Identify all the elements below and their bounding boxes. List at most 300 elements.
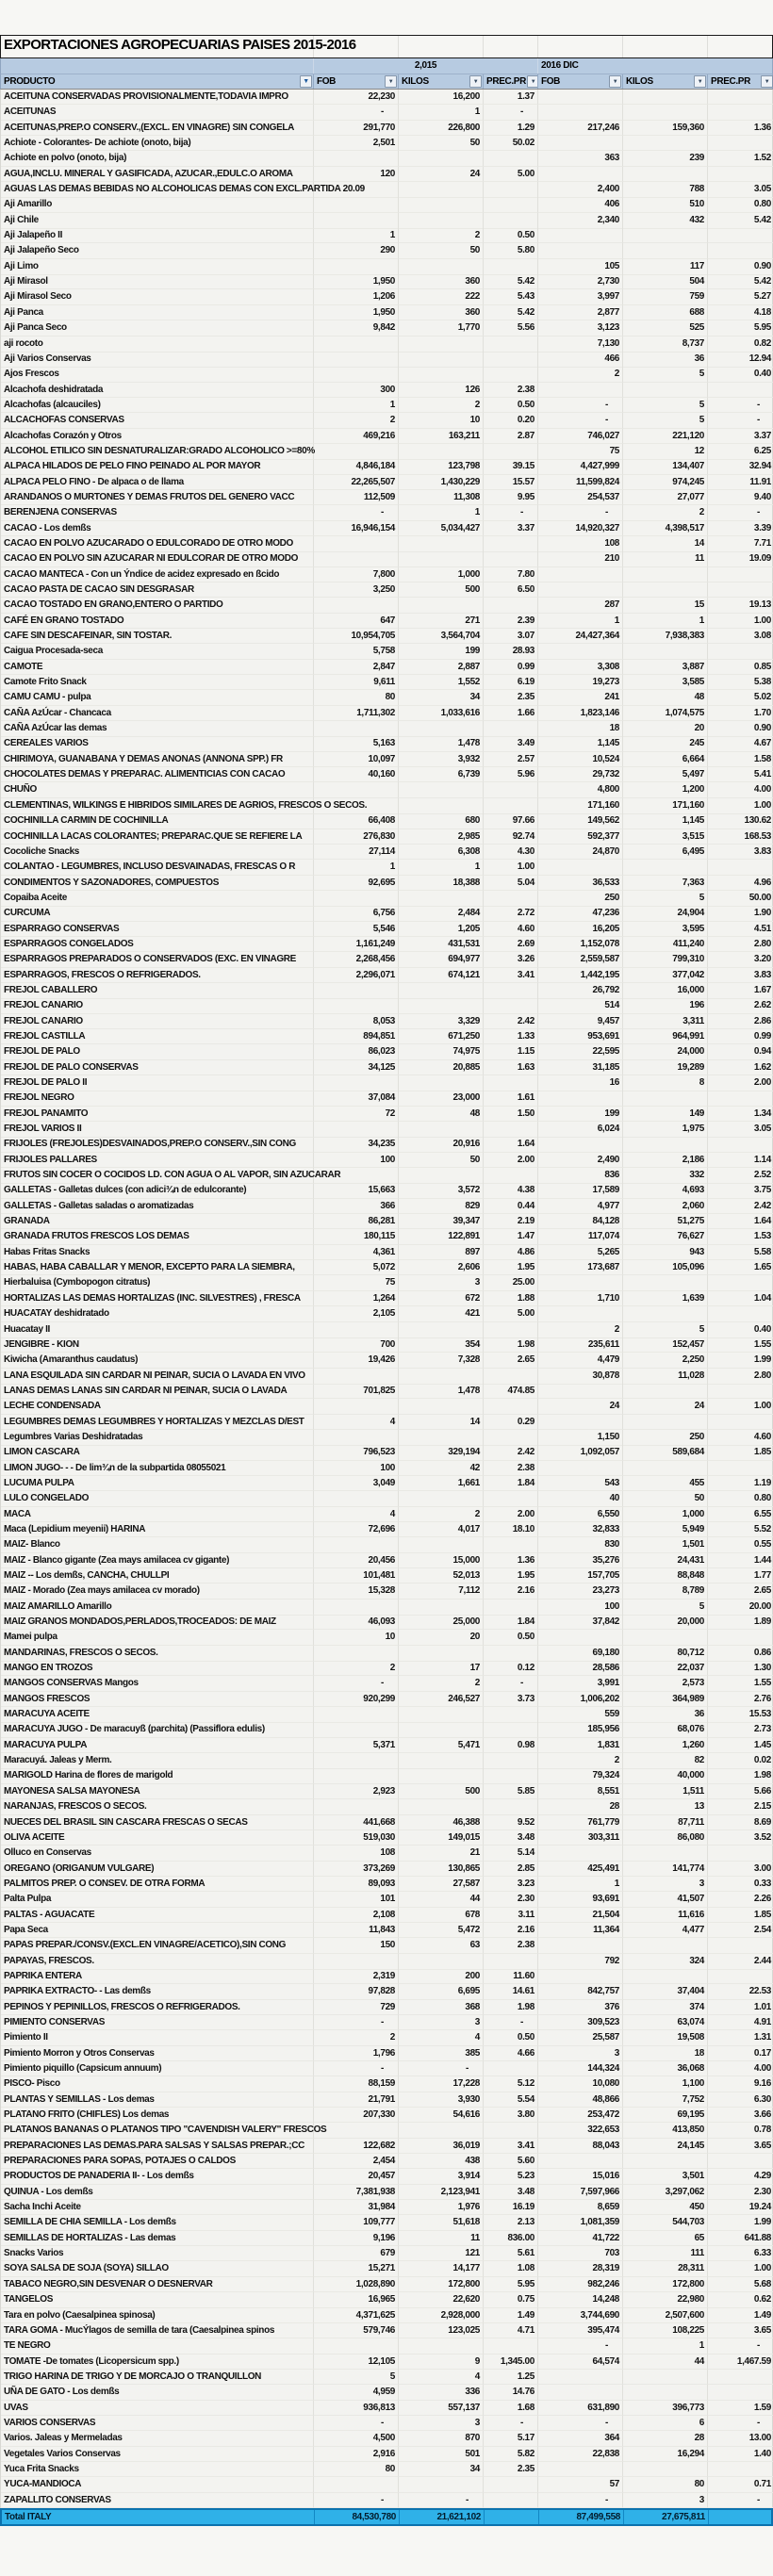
- fob-2015-cell[interactable]: [314, 536, 399, 552]
- kilos-2015-cell[interactable]: 870: [399, 2431, 484, 2446]
- kilos-2015-cell[interactable]: [399, 1430, 484, 1446]
- fob-2016-cell[interactable]: 2,400: [538, 182, 623, 198]
- prec-2015-cell[interactable]: 9.95: [484, 490, 538, 505]
- kilos-2016-cell[interactable]: 374: [623, 2000, 708, 2015]
- fob-2016-cell[interactable]: 592,377: [538, 829, 623, 845]
- prec-2016-cell[interactable]: 1.19: [708, 1476, 773, 1491]
- prec-2015-cell[interactable]: 1.47: [484, 1229, 538, 1244]
- fob-2016-cell[interactable]: 235,611: [538, 1337, 623, 1353]
- product-cell[interactable]: PRODUCTOS DE PANADERIA II- - Los demßs: [1, 2169, 314, 2184]
- prec-2015-cell[interactable]: [484, 551, 538, 567]
- product-cell[interactable]: PREPARACIONES PARA SOPAS, POTAJES O CALDOS: [1, 2154, 314, 2169]
- product-cell[interactable]: MANGOS FRESCOS: [1, 1692, 314, 1707]
- fob-2015-cell[interactable]: 80: [314, 690, 399, 705]
- product-cell[interactable]: Aji Mirasol: [1, 274, 314, 289]
- kilos-2016-cell[interactable]: [623, 644, 708, 659]
- kilos-2015-cell[interactable]: 18,388: [399, 876, 484, 891]
- fob-2015-cell[interactable]: [314, 1122, 399, 1138]
- kilos-2016-cell[interactable]: 799,310: [623, 952, 708, 967]
- fob-2016-cell[interactable]: [538, 1306, 623, 1321]
- fob-2015-cell[interactable]: 46,093: [314, 1615, 399, 1630]
- fob-2016-cell[interactable]: 84,128: [538, 1214, 623, 1229]
- fob-2015-cell[interactable]: [314, 1753, 399, 1769]
- prec-2015-cell[interactable]: 2.38: [484, 1461, 538, 1476]
- kilos-2015-cell[interactable]: 3,572: [399, 1183, 484, 1198]
- fob-2015-cell[interactable]: 2,847: [314, 660, 399, 675]
- product-cell[interactable]: LIMON JUGO- - - De lim¾n de la subpartida 08055021: [1, 1461, 314, 1476]
- kilos-2016-cell[interactable]: 4,477: [623, 1923, 708, 1938]
- fob-2016-cell[interactable]: 117,074: [538, 1229, 623, 1244]
- product-cell[interactable]: PREPARACIONES LAS DEMAS.PARA SALSAS Y SALSAS PREPAR.;CC: [1, 2139, 314, 2154]
- kilos-2016-cell[interactable]: 3,595: [623, 922, 708, 937]
- product-cell[interactable]: Pimiento II: [1, 2030, 314, 2045]
- prec-2015-cell[interactable]: [484, 259, 538, 275]
- kilos-2016-cell[interactable]: 5: [623, 398, 708, 413]
- prec-2015-cell[interactable]: 16.19: [484, 2200, 538, 2215]
- prec-2015-cell[interactable]: 2.72: [484, 906, 538, 921]
- prec-2015-cell[interactable]: 0.50: [484, 1630, 538, 1645]
- product-cell[interactable]: MARACUYA ACEITE: [1, 1707, 314, 1723]
- prec-2015-cell[interactable]: -: [484, 2416, 538, 2431]
- kilos-2016-cell[interactable]: [623, 243, 708, 258]
- fob-2016-cell[interactable]: 24,427,364: [538, 629, 623, 644]
- fob-2015-cell[interactable]: 366: [314, 1199, 399, 1214]
- prec-2016-cell[interactable]: 5.58: [708, 1245, 773, 1260]
- prec-2016-cell[interactable]: 1.00: [708, 798, 773, 814]
- prec-2016-cell[interactable]: 4.96: [708, 876, 773, 891]
- fob-2016-cell[interactable]: 28,319: [538, 2261, 623, 2276]
- fob-2016-cell[interactable]: 254,537: [538, 490, 623, 505]
- prec-2015-cell[interactable]: 836.00: [484, 2231, 538, 2246]
- product-cell[interactable]: aji rocoto: [1, 336, 314, 353]
- fob-2016-cell[interactable]: 11,599,824: [538, 475, 623, 490]
- product-cell[interactable]: Tara en polvo (Caesalpinea spinosa): [1, 2308, 314, 2323]
- kilos-2016-cell[interactable]: 16,294: [623, 2447, 708, 2462]
- fob-2015-cell[interactable]: 700: [314, 1337, 399, 1353]
- prec-2016-cell[interactable]: 1.89: [708, 1615, 773, 1630]
- prec-2016-cell[interactable]: 0.99: [708, 1029, 773, 1044]
- kilos-2016-cell[interactable]: 6,495: [623, 845, 708, 860]
- kilos-2015-cell[interactable]: 7,112: [399, 1583, 484, 1599]
- product-cell[interactable]: COCHINILLA LACAS COLORANTES; PREPARAC.QUE SE REFIERE LA: [1, 829, 314, 845]
- prec-2016-cell[interactable]: [708, 1091, 773, 1106]
- prec-2015-cell[interactable]: [484, 1768, 538, 1784]
- prec-2015-cell[interactable]: 1.68: [484, 2401, 538, 2416]
- product-cell[interactable]: Alcachofas (alcauciles): [1, 398, 314, 413]
- fob-2016-cell[interactable]: 406: [538, 197, 623, 213]
- fob-2016-cell[interactable]: [538, 90, 623, 105]
- fob-2016-cell[interactable]: [538, 582, 623, 598]
- product-cell[interactable]: UVAS: [1, 2401, 314, 2416]
- product-cell[interactable]: FRIJOLES PALLARES: [1, 1153, 314, 1168]
- product-cell[interactable]: ALPACA PELO FINO - De alpaca o de llama: [1, 475, 314, 490]
- fob-2016-cell[interactable]: [538, 2370, 623, 2385]
- kilos-2016-cell[interactable]: [623, 228, 708, 243]
- fob-2016-cell[interactable]: -: [538, 2338, 623, 2354]
- kilos-2016-cell[interactable]: 44: [623, 2354, 708, 2370]
- fob-2015-cell[interactable]: [314, 444, 399, 460]
- fob-2016-cell[interactable]: 69,180: [538, 1646, 623, 1662]
- product-cell[interactable]: Aji Jalapeño II: [1, 228, 314, 243]
- product-cell[interactable]: Achiote - Colorantes- De achiote (onoto, bija): [1, 136, 314, 151]
- product-cell[interactable]: ESPARRAGOS, FRESCOS O REFRIGERADOS.: [1, 968, 314, 983]
- prec-2015-cell[interactable]: [484, 444, 538, 460]
- fob-2015-cell[interactable]: 16,946,154: [314, 521, 399, 536]
- prec-2015-cell[interactable]: [484, 1707, 538, 1723]
- prec-2016-cell[interactable]: 0.40: [708, 1322, 773, 1338]
- prec-2016-cell[interactable]: [708, 2370, 773, 2385]
- kilos-2016-cell[interactable]: 759: [623, 289, 708, 304]
- product-cell[interactable]: CLEMENTINAS, WILKINGS E HIBRIDOS SIMILARES DE AGRIOS, FRESCOS O SECOS.: [1, 798, 314, 814]
- prec-2015-cell[interactable]: 2.85: [484, 1862, 538, 1877]
- prec-2016-cell[interactable]: -: [708, 2416, 773, 2431]
- filter-icon[interactable]: ▼: [609, 75, 621, 88]
- product-cell[interactable]: TE NEGRO: [1, 2338, 314, 2354]
- kilos-2016-cell[interactable]: 149: [623, 1107, 708, 1122]
- product-cell[interactable]: FRIJOLES (FREJOLES)DESVAINADOS,PREP.O CONSERV.,SIN CONG: [1, 1137, 314, 1152]
- fob-2016-cell[interactable]: [538, 105, 623, 120]
- product-cell[interactable]: MANGO EN TROZOS: [1, 1661, 314, 1676]
- fob-2015-cell[interactable]: [314, 1600, 399, 1616]
- fob-2015-cell[interactable]: 2: [314, 1661, 399, 1676]
- prec-2016-cell[interactable]: 7.71: [708, 536, 773, 552]
- prec-2016-cell[interactable]: 2.26: [708, 1892, 773, 1907]
- product-cell[interactable]: BERENJENA CONSERVAS: [1, 505, 314, 520]
- prec-2015-cell[interactable]: 5.04: [484, 876, 538, 891]
- fob-2016-cell[interactable]: 1,092,057: [538, 1445, 623, 1460]
- kilos-2016-cell[interactable]: 8: [623, 1075, 708, 1091]
- prec-2015-cell[interactable]: 0.12: [484, 1661, 538, 1676]
- product-cell[interactable]: LANA ESQUILADA SIN CARDAR NI PEINAR, SUCIA O LAVADA EN VIVO: [1, 1369, 314, 1385]
- kilos-2016-cell[interactable]: 36: [623, 352, 708, 368]
- prec-2016-cell[interactable]: 2.86: [708, 1014, 773, 1029]
- fob-2016-cell[interactable]: 31,185: [538, 1060, 623, 1075]
- product-cell[interactable]: PEPINOS Y PEPINILLOS, FRESCOS O REFRIGERADOS.: [1, 2000, 314, 2015]
- product-cell[interactable]: PAPAYAS, FRESCOS.: [1, 1954, 314, 1970]
- fob-2016-cell[interactable]: 363: [538, 151, 623, 167]
- fob-2015-cell[interactable]: -: [314, 2416, 399, 2431]
- prec-2016-cell[interactable]: 4.18: [708, 305, 773, 320]
- prec-2015-cell[interactable]: [484, 352, 538, 368]
- kilos-2016-cell[interactable]: 1,639: [623, 1291, 708, 1306]
- kilos-2016-cell[interactable]: 5: [623, 367, 708, 383]
- fob-2015-cell[interactable]: 5: [314, 2370, 399, 2385]
- prec-2015-cell[interactable]: 5.23: [484, 2169, 538, 2184]
- fob-2016-cell[interactable]: 14,248: [538, 2292, 623, 2307]
- prec-2016-cell[interactable]: 2.76: [708, 1692, 773, 1707]
- prec-2015-cell[interactable]: 1.88: [484, 1291, 538, 1306]
- fob-2016-cell[interactable]: 287: [538, 598, 623, 614]
- product-cell[interactable]: Papa Seca: [1, 1923, 314, 1938]
- product-cell[interactable]: ALCOHOL ETILICO SIN DESNATURALIZAR:GRADO ALCOHOLICO >=80%: [1, 444, 314, 460]
- kilos-2016-cell[interactable]: [623, 105, 708, 120]
- fob-2016-cell[interactable]: 108: [538, 536, 623, 552]
- product-cell[interactable]: Aji Panca: [1, 305, 314, 320]
- kilos-2016-cell[interactable]: 36: [623, 1707, 708, 1723]
- product-cell[interactable]: Caigua Procesada-seca: [1, 644, 314, 659]
- prec-2015-cell[interactable]: 11.60: [484, 1969, 538, 1984]
- product-cell[interactable]: MAYONESA SALSA MAYONESA: [1, 1784, 314, 1799]
- kilos-2015-cell[interactable]: 22,620: [399, 2292, 484, 2307]
- product-cell[interactable]: CEREALES VARIOS: [1, 736, 314, 751]
- kilos-2016-cell[interactable]: 80,712: [623, 1646, 708, 1662]
- fob-2015-cell[interactable]: 1,711,302: [314, 706, 399, 721]
- prec-2015-cell[interactable]: 2.30: [484, 1892, 538, 1907]
- prec-2015-cell[interactable]: [484, 1799, 538, 1815]
- kilos-2016-cell[interactable]: [623, 1969, 708, 1984]
- kilos-2015-cell[interactable]: 36,019: [399, 2139, 484, 2154]
- kilos-2015-cell[interactable]: [399, 1954, 484, 1970]
- prec-2016-cell[interactable]: 0.85: [708, 660, 773, 675]
- fob-2016-cell[interactable]: 7,597,966: [538, 2185, 623, 2200]
- kilos-2016-cell[interactable]: 117: [623, 259, 708, 275]
- kilos-2015-cell[interactable]: 54,616: [399, 2108, 484, 2123]
- product-cell[interactable]: TANGELOS: [1, 2292, 314, 2307]
- prec-2015-cell[interactable]: 2.35: [484, 690, 538, 705]
- product-cell[interactable]: MAIZ -- Los demßs, CANCHA, CHULLPI: [1, 1568, 314, 1583]
- fob-2015-cell[interactable]: 75: [314, 1275, 399, 1290]
- product-cell[interactable]: Camote Frito Snack: [1, 675, 314, 690]
- fob-2016-cell[interactable]: 79,324: [538, 1768, 623, 1784]
- fob-2016-cell[interactable]: 22,838: [538, 2447, 623, 2462]
- fob-2015-cell[interactable]: 276,830: [314, 829, 399, 845]
- kilos-2016-cell[interactable]: 88,848: [623, 1568, 708, 1583]
- prec-2015-cell[interactable]: 5.60: [484, 2154, 538, 2169]
- fob-2016-cell[interactable]: 75: [538, 444, 623, 460]
- kilos-2016-cell[interactable]: 1,511: [623, 1784, 708, 1799]
- kilos-2015-cell[interactable]: 123,798: [399, 459, 484, 474]
- fob-2016-cell[interactable]: 5,265: [538, 1245, 623, 1260]
- fob-2015-cell[interactable]: 1,028,890: [314, 2277, 399, 2292]
- fob-2015-cell[interactable]: -: [314, 1676, 399, 1691]
- fob-2016-cell[interactable]: -: [538, 413, 623, 428]
- prec-2016-cell[interactable]: 4.60: [708, 1430, 773, 1446]
- fob-2015-cell[interactable]: 7,381,938: [314, 2185, 399, 2200]
- fob-2015-cell[interactable]: 729: [314, 2000, 399, 2015]
- fob-2015-cell[interactable]: [314, 2123, 399, 2139]
- kilos-2015-cell[interactable]: 23,000: [399, 1091, 484, 1106]
- kilos-2015-cell[interactable]: [399, 1168, 484, 1184]
- kilos-2015-cell[interactable]: 2: [399, 228, 484, 243]
- fob-2016-cell[interactable]: 35,276: [538, 1553, 623, 1568]
- fob-2016-cell[interactable]: 3,991: [538, 1676, 623, 1691]
- product-cell[interactable]: PLANTAS Y SEMILLAS - Los demas: [1, 2092, 314, 2108]
- kilos-2016-cell[interactable]: 22,037: [623, 1661, 708, 1676]
- prec-2016-cell[interactable]: 2.15: [708, 1799, 773, 1815]
- prec-2015-cell[interactable]: 2.00: [484, 1153, 538, 1168]
- kilos-2015-cell[interactable]: 2,928,000: [399, 2308, 484, 2323]
- prec-2016-cell[interactable]: [708, 582, 773, 598]
- kilos-2015-cell[interactable]: 500: [399, 582, 484, 598]
- prec-2016-cell[interactable]: [708, 1137, 773, 1152]
- prec-2015-cell[interactable]: 0.99: [484, 660, 538, 675]
- fob-2015-cell[interactable]: [314, 1954, 399, 1970]
- kilos-2015-cell[interactable]: 52,013: [399, 1568, 484, 1583]
- fob-2015-cell[interactable]: [314, 1369, 399, 1385]
- kilos-2015-cell[interactable]: 50: [399, 243, 484, 258]
- fob-2015-cell[interactable]: [314, 1646, 399, 1662]
- fob-2015-cell[interactable]: 8,053: [314, 1014, 399, 1029]
- fob-2015-cell[interactable]: 1,796: [314, 2046, 399, 2061]
- fob-2016-cell[interactable]: 15,016: [538, 2169, 623, 2184]
- kilos-2015-cell[interactable]: 226,800: [399, 121, 484, 136]
- fob-2015-cell[interactable]: 4: [314, 1507, 399, 1522]
- fob-2016-cell[interactable]: 2: [538, 1753, 623, 1769]
- prec-2016-cell[interactable]: 1.55: [708, 1337, 773, 1353]
- kilos-2016-cell[interactable]: 11,028: [623, 1369, 708, 1385]
- fob-2016-cell[interactable]: 3,123: [538, 320, 623, 336]
- prec-2015-cell[interactable]: 6.50: [484, 582, 538, 598]
- fob-2015-cell[interactable]: [314, 1430, 399, 1446]
- kilos-2016-cell[interactable]: 5: [623, 891, 708, 907]
- kilos-2016-cell[interactable]: 411,240: [623, 937, 708, 952]
- product-cell[interactable]: MAIZ AMARILLO Amarillo: [1, 1600, 314, 1616]
- fob-2016-cell[interactable]: 3,997: [538, 289, 623, 304]
- fob-2015-cell[interactable]: 291,770: [314, 121, 399, 136]
- prec-2015-cell[interactable]: 5.14: [484, 1846, 538, 1861]
- fob-2016-cell[interactable]: [538, 1091, 623, 1106]
- prec-2015-cell[interactable]: 0.29: [484, 1415, 538, 1430]
- fob-2015-cell[interactable]: 4,959: [314, 2385, 399, 2400]
- prec-2015-cell[interactable]: [484, 1168, 538, 1184]
- kilos-2015-cell[interactable]: 50: [399, 1153, 484, 1168]
- prec-2016-cell[interactable]: 3.65: [708, 2139, 773, 2154]
- kilos-2016-cell[interactable]: 196: [623, 998, 708, 1014]
- prec-2016-cell[interactable]: 0.80: [708, 1491, 773, 1507]
- product-cell[interactable]: CHIRIMOYA, GUANABANA Y DEMAS ANONAS (ANNONA SPP.) FR: [1, 752, 314, 767]
- fob-2016-cell[interactable]: 746,027: [538, 429, 623, 444]
- fob-2016-cell[interactable]: 10,080: [538, 2076, 623, 2092]
- kilos-2015-cell[interactable]: 3: [399, 2015, 484, 2030]
- prec-2015-cell[interactable]: 474.85: [484, 1384, 538, 1399]
- prec-2015-cell[interactable]: [484, 1491, 538, 1507]
- prec-2016-cell[interactable]: 0.55: [708, 1537, 773, 1553]
- fob-2016-cell[interactable]: 425,491: [538, 1862, 623, 1877]
- fob-2015-cell[interactable]: 519,030: [314, 1830, 399, 1846]
- prec-2015-cell[interactable]: [484, 1954, 538, 1970]
- prec-2015-cell[interactable]: 3.11: [484, 1908, 538, 1923]
- prec-2016-cell[interactable]: 3.75: [708, 1183, 773, 1198]
- prec-2015-cell[interactable]: 2.19: [484, 1214, 538, 1229]
- prec-2016-cell[interactable]: 3.52: [708, 1830, 773, 1846]
- fob-2015-cell[interactable]: -: [314, 105, 399, 120]
- fob-2016-cell[interactable]: [538, 1275, 623, 1290]
- fob-2016-cell[interactable]: 28,586: [538, 1661, 623, 1676]
- prec-2015-cell[interactable]: [484, 721, 538, 737]
- product-cell[interactable]: Huacatay II: [1, 1322, 314, 1338]
- product-cell[interactable]: CHOCOLATES DEMAS Y PREPARAC. ALIMENTICIAS CON CACAO: [1, 767, 314, 782]
- kilos-2016-cell[interactable]: [623, 1846, 708, 1861]
- prec-2016-cell[interactable]: 0.90: [708, 721, 773, 737]
- kilos-2015-cell[interactable]: 336: [399, 2385, 484, 2400]
- prec-2016-cell[interactable]: 8.69: [708, 1815, 773, 1830]
- kilos-2015-cell[interactable]: 672: [399, 1291, 484, 1306]
- prec-2015-cell[interactable]: [484, 1537, 538, 1553]
- fob-2016-cell[interactable]: 953,691: [538, 1029, 623, 1044]
- kilos-2016-cell[interactable]: 159,360: [623, 121, 708, 136]
- fob-2015-cell[interactable]: 86,281: [314, 1214, 399, 1229]
- fob-2015-cell[interactable]: 20,456: [314, 1553, 399, 1568]
- prec-2015-cell[interactable]: 3.41: [484, 968, 538, 983]
- fob-2015-cell[interactable]: [314, 1075, 399, 1091]
- kilos-2015-cell[interactable]: 14,177: [399, 2261, 484, 2276]
- prec-2016-cell[interactable]: 1.77: [708, 1568, 773, 1583]
- kilos-2016-cell[interactable]: 510: [623, 197, 708, 213]
- fob-2016-cell[interactable]: 105: [538, 259, 623, 275]
- prec-2016-cell[interactable]: 1.45: [708, 1738, 773, 1753]
- kilos-2016-cell[interactable]: [623, 1306, 708, 1321]
- kilos-2015-cell[interactable]: -: [399, 2061, 484, 2076]
- fob-2016-cell[interactable]: 1,710: [538, 1291, 623, 1306]
- prec-2016-cell[interactable]: 19.13: [708, 598, 773, 614]
- prec-2016-cell[interactable]: [708, 1630, 773, 1645]
- fob-2016-cell[interactable]: 1,152,078: [538, 937, 623, 952]
- fob-2015-cell[interactable]: [314, 367, 399, 383]
- kilos-2016-cell[interactable]: 51,275: [623, 1214, 708, 1229]
- prec-2015-cell[interactable]: [484, 598, 538, 614]
- fob-2016-cell[interactable]: 57: [538, 2477, 623, 2493]
- kilos-2015-cell[interactable]: [399, 197, 484, 213]
- kilos-2016-cell[interactable]: 377,042: [623, 968, 708, 983]
- fob-2015-cell[interactable]: 34,125: [314, 1060, 399, 1075]
- prec-2016-cell[interactable]: 1.55: [708, 1676, 773, 1691]
- prec-2015-cell[interactable]: [484, 2061, 538, 2076]
- kilos-2016-cell[interactable]: 788: [623, 182, 708, 198]
- kilos-2015-cell[interactable]: 3,329: [399, 1014, 484, 1029]
- fob-2016-cell[interactable]: 16,205: [538, 922, 623, 937]
- fob-2015-cell[interactable]: 2: [314, 413, 399, 428]
- kilos-2015-cell[interactable]: 6,308: [399, 845, 484, 860]
- fob-2015-cell[interactable]: 40,160: [314, 767, 399, 782]
- fob-2016-cell[interactable]: 7,130: [538, 336, 623, 353]
- prec-2015-cell[interactable]: 18.10: [484, 1522, 538, 1537]
- prec-2015-cell[interactable]: 5.54: [484, 2092, 538, 2108]
- kilos-2015-cell[interactable]: 1: [399, 505, 484, 520]
- kilos-2015-cell[interactable]: 20,916: [399, 1137, 484, 1152]
- prec-2015-cell[interactable]: 14.61: [484, 1984, 538, 1999]
- fob-2015-cell[interactable]: 101: [314, 1892, 399, 1907]
- prec-2016-cell[interactable]: 4.00: [708, 2061, 773, 2076]
- fob-2016-cell[interactable]: -: [538, 398, 623, 413]
- prec-2015-cell[interactable]: [484, 1369, 538, 1385]
- kilos-2015-cell[interactable]: [399, 1075, 484, 1091]
- kilos-2015-cell[interactable]: [399, 151, 484, 167]
- prec-2016-cell[interactable]: 3.20: [708, 952, 773, 967]
- prec-2015-cell[interactable]: 6.19: [484, 675, 538, 690]
- prec-2015-cell[interactable]: [484, 336, 538, 353]
- prec-2015-cell[interactable]: 0.50: [484, 228, 538, 243]
- prec-2016-cell[interactable]: 0.86: [708, 1646, 773, 1662]
- product-cell[interactable]: SEMILLA DE CHIA SEMILLA - Los demßs: [1, 2215, 314, 2230]
- kilos-2015-cell[interactable]: 2,484: [399, 906, 484, 921]
- product-cell[interactable]: SOYA SALSA DE SOJA (SOYA) SILLAO: [1, 2261, 314, 2276]
- prec-2015-cell[interactable]: 2.38: [484, 1938, 538, 1953]
- fob-2016-cell[interactable]: 631,890: [538, 2401, 623, 2416]
- fob-2015-cell[interactable]: 1: [314, 860, 399, 875]
- kilos-2016-cell[interactable]: [623, 2385, 708, 2400]
- product-cell[interactable]: Yuca Frita Snacks: [1, 2462, 314, 2477]
- fob-2015-cell[interactable]: 2,105: [314, 1306, 399, 1321]
- fob-2016-cell[interactable]: -: [538, 2493, 623, 2508]
- prec-2015-cell[interactable]: [484, 782, 538, 798]
- prec-2016-cell[interactable]: [708, 2462, 773, 2477]
- product-cell[interactable]: OREGANO (ORIGANUM VULGARE): [1, 1862, 314, 1877]
- kilos-2016-cell[interactable]: 8,789: [623, 1583, 708, 1599]
- product-cell[interactable]: AGUA,INCLU. MINERAL Y GASIFICADA, AZUCAR.,EDULC.O AROMA: [1, 167, 314, 182]
- kilos-2015-cell[interactable]: 500: [399, 1784, 484, 1799]
- prec-2015-cell[interactable]: 2.13: [484, 2215, 538, 2230]
- fob-2015-cell[interactable]: 1,264: [314, 1291, 399, 1306]
